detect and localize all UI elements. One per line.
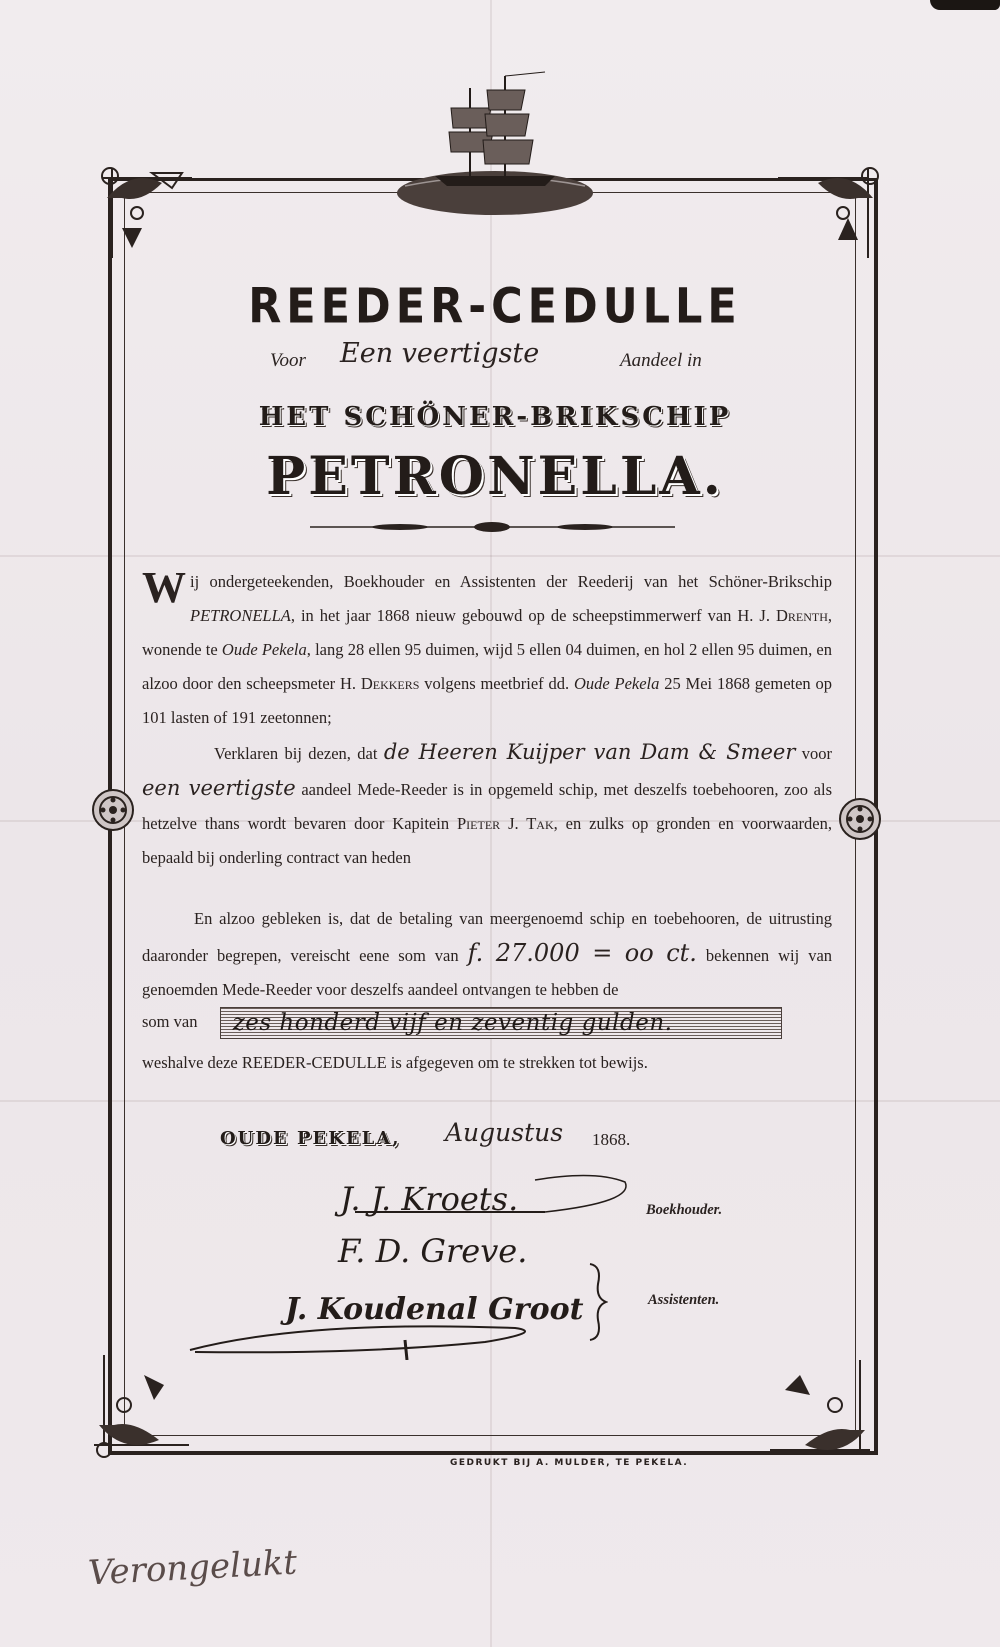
seal-medallion-icon	[91, 788, 135, 832]
ornamental-rule	[310, 520, 675, 534]
ship-name-inline: PETRONELLA	[190, 606, 291, 625]
place-of-issue: OUDE PEKELA,	[220, 1128, 401, 1149]
role-boekhouder: Boekhouder.	[646, 1202, 723, 1218]
year: 1868.	[592, 1130, 631, 1149]
floral-corner-icon	[778, 158, 888, 268]
amount-handwritten: zes honderd vijf en zeventig gulden.	[232, 1010, 673, 1037]
sailing-ship-icon	[395, 68, 595, 218]
signature-boekhouder: J. J. Kroets.	[340, 1180, 519, 1218]
signature-assistant-1: F. D. Greve.	[338, 1232, 528, 1270]
ship-name: PETRONELLA.	[266, 446, 724, 507]
certificate-title: REEDER-CEDULLE	[248, 279, 742, 335]
ink-stain	[930, 0, 1000, 10]
seal-medallion-icon	[838, 797, 882, 841]
share-handwritten: een veertigste	[142, 776, 296, 800]
floral-corner-icon	[84, 1355, 194, 1465]
signature-flourish-icon	[355, 1172, 635, 1222]
share-fraction-handwritten: Een veertigste	[340, 338, 540, 369]
captain-name: Pieter J. Tak	[457, 814, 554, 833]
paragraph-payment: En alzoo gebleken is, dat de betaling van meergenoemd schip en toebehooren, de uitrusting daaronder begrepen, vereischt eene som van f. 27.000 = oo ct. bekennen wij van genoemden Mede-Reeder voor deszelfs aandeel ontvangen te hebben de	[142, 909, 833, 999]
voor-label: Voor	[270, 350, 306, 371]
aandeel-in-label: Aandeel in	[620, 350, 702, 371]
signature-assistant-2: J. Koudenal Groot	[285, 1292, 584, 1327]
owner-name-handwritten: de Heeren Kuijper van Dam & Smeer	[383, 740, 796, 764]
signature-flourish-icon	[185, 1290, 565, 1360]
closing-line: weshalve deze REEDER-CEDULLE is afgegeven om te strekken tot bewijs.	[142, 1053, 648, 1072]
role-assistenten: Assistenten.	[648, 1292, 720, 1308]
ship-type: HET SCHÖNER-BRIKSCHIP	[258, 402, 732, 432]
drop-cap: W	[142, 563, 186, 612]
total-sum-handwritten: f. 27.000 = oo ct.	[467, 939, 697, 967]
amount-band	[220, 1007, 782, 1039]
floral-corner-icon	[92, 158, 202, 268]
handwritten-note: Verongelukt	[87, 1542, 299, 1594]
paragraph-owner: Verklaren bij dezen, dat de Heeren Kuijper van Dam & Smeer voor een veertigste aandeel Mede-Reeder is in opgemeld schip, met deszelfs toebehooren, zoo als hetzelve thans wordt bevaren door Kapitein Pieter J. Tak, en zulks op gronden en voorwaarden, bepaald bij onderling contract van heden	[142, 740, 833, 867]
amount-line: som van zes honderd vijf en zeventig gulden.	[142, 1005, 832, 1039]
paragraph-declaration: Wij ondergeteekenden, Boekhouder en Assistenten der Reederij van het Schöner-Brikschip PETRONELLA, in het jaar 1868 nieuw gebouwd op de scheepstimmerwerf van H. J. Drenth, wonende te Oude Pekela, lang 28 ellen 95 duimen, wijd 5 ellen 04 duimen, en hol 2 ellen 95 duimen, en alzoo door den scheepsmeter H. Dekkers volgens meetbrief dd. Oude Pekela 25 Mei 1868 gemeten op 101 lasten of 191 zeetonnen;	[142, 563, 832, 727]
floral-corner-icon	[770, 1360, 880, 1470]
builder-name: Drenth	[775, 606, 828, 625]
printer-imprint: GEDRUKT BIJ A. MULDER, TE PEKELA.	[450, 1458, 689, 1468]
brace-icon	[588, 1262, 608, 1342]
month-handwritten: Augustus	[445, 1118, 564, 1147]
surveyor-name: Dekkers	[360, 674, 420, 693]
